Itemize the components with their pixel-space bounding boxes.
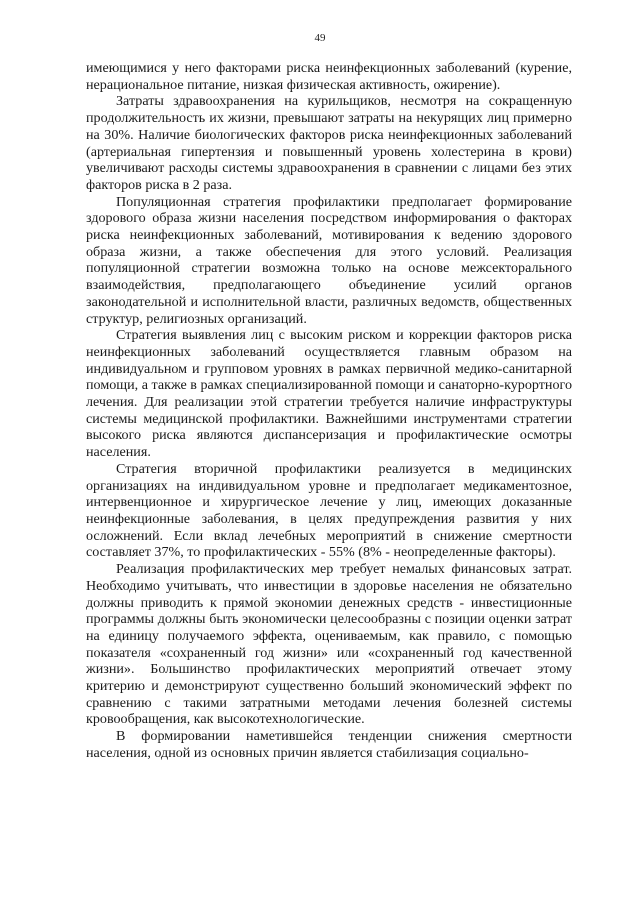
page-number: 49 <box>314 32 326 44</box>
paragraph-2: Затраты здравоохранения на курильщиков, несмотря на сокращенную продолжительность их жизни, превышают затраты на некурящих лиц примерно на 30%. Наличие биологических факторов риска неинфекционных заболеваний (артериальная гипертензия и повышенный уровень холестерина в крови) увеличивают расходы системы здравоохранения в сравнении с лицами без этих факторов риска в 2 раза. <box>86 93 572 193</box>
paragraph-7: В формировании наметившейся тенденции снижения смертности населения, одной из основных причин является стабилизация социально- <box>86 728 572 761</box>
paragraph-3: Популяционная стратегия профилактики предполагает формирование здорового образа жизни населения посредством информирования о факторах риска неинфекционных заболеваний, мотивирования к ведению здорового образа жизни, а также обеспечения для этого условий. Реализация популяционной стратегии возможна только на основе межсекторального взаимодействия, предполагающего объединение усилий органов законодательной и исполнительной власти, различных ведомств, общественных структур, религиозных организаций. <box>86 193 572 327</box>
document-body <box>86 60 572 762</box>
paragraph-4: Стратегия выявления лиц с высоким риском и коррекции факторов риска неинфекционных заболеваний осуществляется главным образом на индивидуальном и групповом уровнях в рамках первичной медико-санитарной помощи, а также в рамках специализированной помощи и санаторно-курортного лечения. Для реализации этой стратегии требуется наличие инфраструктуры системы медицинской профилактики. Важнейшими инструментами стратегии высокого риска являются диспансеризация и профилактические осмотры населения. <box>86 327 572 461</box>
paragraph-6: Реализация профилактических мер требует немалых финансовых затрат. Необходимо учитывать, что инвестиции в здоровье населения не обязательно должны приводить к прямой экономии денежных средств - инвестиционные программы должны быть экономически целесообразны с позиции оценки затрат на единицу получаемого эффекта, оцениваемым, как правило, с помощью показателя «сохраненный год жизни» или «сохраненный год качественной жизни». Большинство профилактических мероприятий отвечает этому критерию и демонстрируют существенно больший экономический эффект по сравнению с такими затратными методами лечения болезней системы кровообращения, как высокотехнологические. <box>86 561 572 728</box>
paragraph-5: Стратегия вторичной профилактики реализуется в медицинских организациях на индивидуальном уровне и предполагает медикаментозное, интервенционное и хирургическое лечение у лиц, имеющих доказанные неинфекционные заболевания, в целях предупреждения развития у них осложнений. Если вклад лечебных мероприятий в снижение смертности составляет 37%, то профилактических - 55% (8% - неопределенные факторы). <box>86 460 572 561</box>
paragraph-1: имеющимися у него факторами риска неинфекционных заболеваний (курение, нерациональное питание, низкая физическая активность, ожирение). <box>86 60 572 93</box>
